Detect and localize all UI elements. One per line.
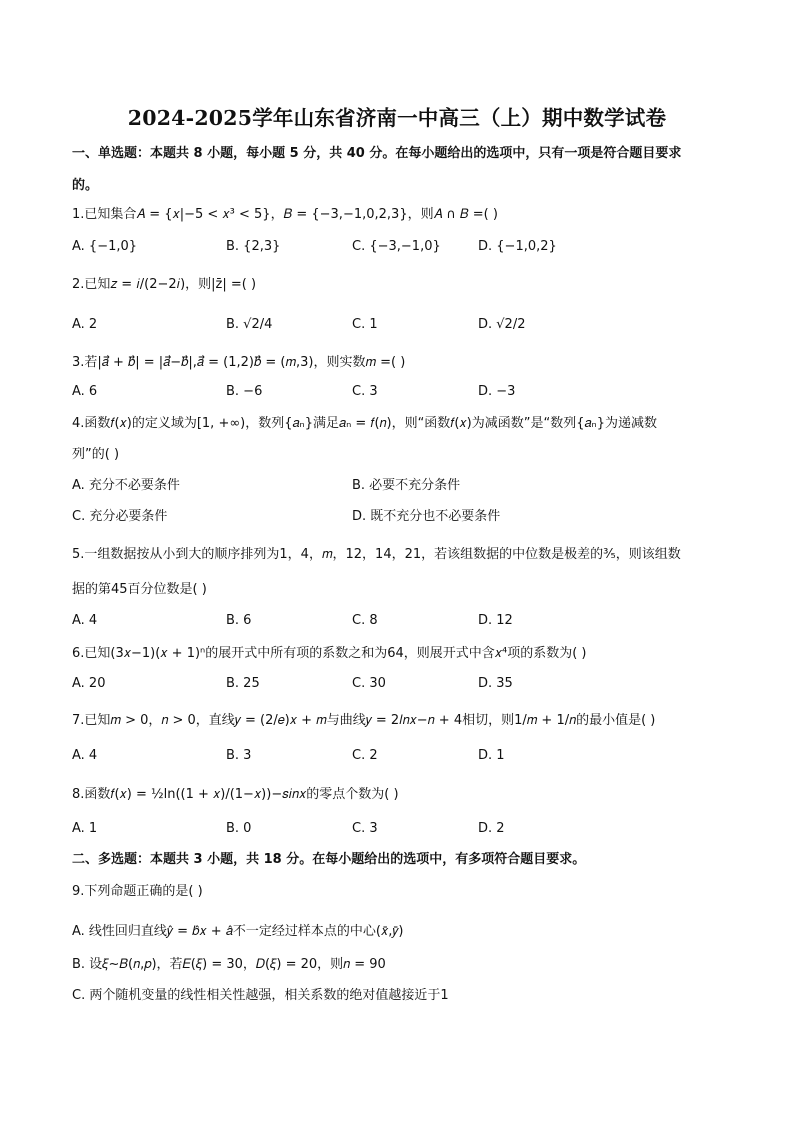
question-7-option-a: A. 4 [72, 748, 98, 763]
question-9-option-c: C. 两个随机变量的线性相关性越强，相关系数的绝对值越接近于1 [72, 988, 449, 1003]
question-8-option-a: A. 1 [72, 821, 98, 836]
question-6-stem: 6.已知(3𝑥−1)(𝑥 + 1)ⁿ的展开式中所有项的系数之和为64，则展开式中含𝑥⁴项的系数为( ) [72, 646, 587, 661]
question-8-option-b: B. 0 [226, 821, 252, 836]
section-one-header: 一、单选题：本题共 8 小题，每小题 5 分，共 40 分。在每小题给出的选项中，只有一项是符合题目要求 [72, 146, 682, 161]
question-2-stem: 2.已知𝑧 = 𝑖/(2−2𝑖)，则|z̄| =( ) [72, 277, 257, 292]
question-6-option-b: B. 25 [226, 676, 260, 691]
question-9-option-a: A. 线性回归直线𝑦̂ = 𝑏̂𝑥 + 𝑎̂不一定经过样本点的中心(𝑥̄,𝑦̄) [72, 924, 404, 939]
question-8-option-d: D. 2 [478, 821, 505, 836]
question-8-stem: 8.函数𝑓(𝑥) = ½ln((1 + 𝑥)/(1−𝑥))−𝑠𝑖𝑛𝑥的零点个数为( ) [72, 787, 399, 802]
question-4-option-a: A. 充分不必要条件 [72, 478, 180, 493]
question-4-option-c: C. 充分必要条件 [72, 509, 168, 524]
question-6-option-d: D. 35 [478, 676, 513, 691]
question-3-option-c: C. 3 [352, 384, 378, 399]
question-4-option-b: B. 必要不充分条件 [352, 478, 461, 493]
question-2-option-b: B. √2/4 [226, 317, 273, 332]
question-8-option-c: C. 3 [352, 821, 378, 836]
question-2-option-a: A. 2 [72, 317, 98, 332]
question-9-option-b: B. 设𝜉~𝐵(𝑛,𝑝)，若𝐸(𝜉) = 30，𝐷(𝜉) = 20，则𝑛 = 90 [72, 957, 386, 972]
question-1-option-a: A. {−1,0} [72, 239, 138, 254]
question-7-option-c: C. 2 [352, 748, 378, 763]
question-1-option-d: D. {−1,0,2} [478, 239, 557, 254]
question-4-option-d: D. 既不充分也不必要条件 [352, 509, 501, 524]
question-6-option-a: A. 20 [72, 676, 106, 691]
question-6-option-c: C. 30 [352, 676, 386, 691]
question-7-option-b: B. 3 [226, 748, 252, 763]
question-2-option-d: D. √2/2 [478, 317, 526, 332]
question-3-option-b: B. −6 [226, 384, 263, 399]
question-5-stem: 5.一组数据按从小到大的顺序排列为1，4，𝑚，12，14，21，若该组数据的中位数是极差的³⁄₅，则该组数 [72, 547, 681, 562]
question-3-option-d: D. −3 [478, 384, 516, 399]
question-7-stem: 7.已知𝑚 > 0，𝑛 > 0，直线𝑦 = (2/𝑒)𝑥 + 𝑚与曲线𝑦 = 2𝑙𝑛𝑥−𝑛 + 4相切，则1/𝑚 + 1/𝑛的最小值是( ) [72, 713, 656, 728]
section-one-header-cont: 的。 [72, 178, 99, 193]
question-5-option-c: C. 8 [352, 613, 378, 628]
question-5-option-b: B. 6 [226, 613, 252, 628]
question-5-option-a: A. 4 [72, 613, 98, 628]
question-4-stem: 4.函数𝑓(𝑥)的定义域为[1, +∞)，数列{𝑎ₙ}满足𝑎ₙ = 𝑓(𝑛)，则“函数𝑓(𝑥)为减函数”是“数列{𝑎ₙ}为递减数 [72, 416, 657, 431]
question-1-option-b: B. {2,3} [226, 239, 281, 254]
question-5-stem-cont: 据的第45百分位数是( ) [72, 582, 207, 597]
exam-title: 2024-2025学年山东省济南一中高三（上）期中数学试卷 [127, 106, 667, 130]
question-7-option-d: D. 1 [478, 748, 505, 763]
section-two-header: 二、多选题：本题共 3 小题，共 18 分。在每小题给出的选项中，有多项符合题目要求。 [72, 852, 586, 867]
question-4-stem-cont: 列”的( ) [72, 447, 120, 462]
question-9-stem: 9.下列命题正确的是( ) [72, 884, 203, 899]
question-3-option-a: A. 6 [72, 384, 98, 399]
question-3-stem: 3.若|𝑎⃗ + 𝑏⃗| = |𝑎⃗−𝑏⃗|,𝑎⃗ = (1,2)𝑏⃗ = (𝑚,3)，则实数𝑚 =( ) [72, 355, 406, 370]
question-2-option-c: C. 1 [352, 317, 378, 332]
question-1-option-c: C. {−3,−1,0} [352, 239, 441, 254]
question-5-option-d: D. 12 [478, 613, 513, 628]
question-1-stem: 1.已知集合𝐴 = {𝑥|−5 < 𝑥³ < 5}，𝐵 = {−3,−1,0,2,3}，则𝐴 ∩ 𝐵 =( ) [72, 207, 498, 222]
